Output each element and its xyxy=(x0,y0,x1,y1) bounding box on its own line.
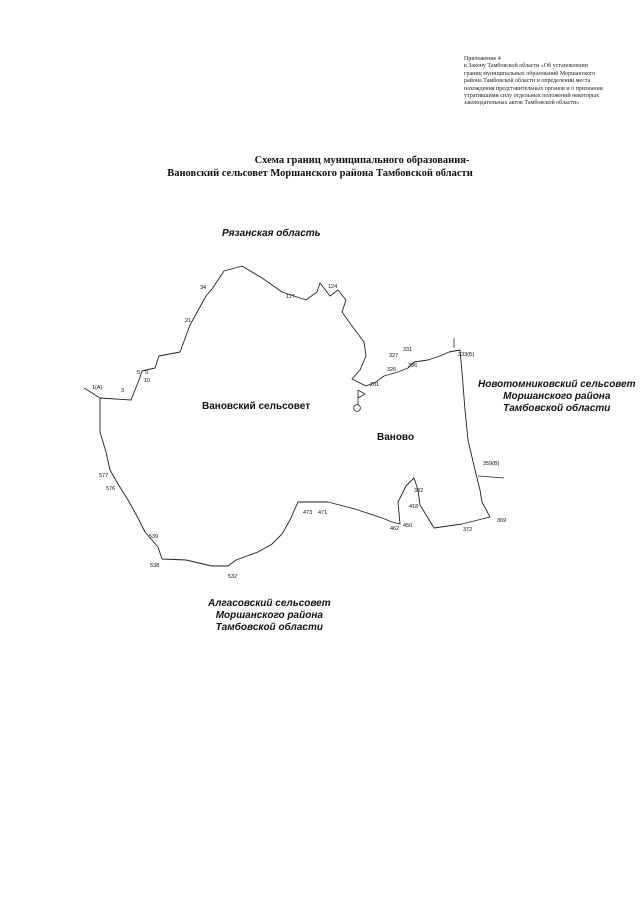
boundary-point-label: 538 xyxy=(150,563,160,569)
boundary-point-label: 539 xyxy=(149,534,159,540)
boundary-point-label: 327 xyxy=(389,353,399,359)
boundary-point-label: 382 xyxy=(414,488,424,494)
boundary-point-label: 331 xyxy=(403,347,413,353)
boundary-point-label: 10 xyxy=(144,378,151,384)
boundary-point-label: 281 xyxy=(370,382,380,388)
boundary-point-label: 473 xyxy=(303,510,313,516)
boundary-point-label: 21 xyxy=(185,318,192,324)
boundary-point-label: 577 xyxy=(99,473,109,479)
settlement-label: Ваново xyxy=(377,432,415,443)
territory-label: Вановский сельсовет xyxy=(202,401,311,412)
region-south-line: Алгасовский сельсовет xyxy=(208,598,331,609)
boundary-point-label: 124 xyxy=(328,284,338,290)
title-line-2: Вановский сельсовет Моршанского района Тамбовской области xyxy=(167,168,473,179)
boundary-point-label: 576 xyxy=(106,486,116,492)
region-north-label: Рязанская область xyxy=(222,228,321,239)
boundary-point-label: 1(А) xyxy=(92,385,103,391)
flag-icon xyxy=(358,390,365,398)
boundary-point-label: 3 xyxy=(121,388,125,394)
boundary-point-label: 333(Б) xyxy=(458,352,475,358)
boundary-point-label: 336 xyxy=(408,363,418,369)
settlement-marker xyxy=(354,390,365,411)
boundary-point-label: 326 xyxy=(387,367,397,373)
boundary-point-label: 450 xyxy=(403,523,413,529)
region-east-line: Моршанского района xyxy=(503,391,611,402)
appendix-line: района Тамбовской области и определении места xyxy=(464,78,591,85)
appendix-line: к Закону Тамбовской области «Об установлении xyxy=(464,63,588,70)
boundary-point-label: 471 xyxy=(318,510,328,516)
boundary-line xyxy=(100,266,490,566)
appendix-line: границ муниципальных образований Моршанского xyxy=(464,70,596,77)
appendix-line: нахождения представительных органов и о признании xyxy=(464,85,603,92)
boundary-point-label: 9 xyxy=(145,370,149,376)
boundary-point-label: 117 xyxy=(286,294,295,300)
appendix-line: законодательных актов Тамбовской области» xyxy=(464,100,580,107)
boundary-point-label: 418 xyxy=(409,504,419,510)
boundary-point-label: 372 xyxy=(463,527,473,533)
boundary-point-label: 369 xyxy=(497,518,507,524)
region-east-line: Тамбовской области xyxy=(503,403,611,414)
boundary-point-label: 34 xyxy=(200,285,207,291)
region-south-line: Тамбовской области xyxy=(215,622,323,633)
boundary-point-label: 359(В) xyxy=(483,461,500,467)
appendix-line: утратившими силу отдельных положений некоторых xyxy=(464,93,600,100)
boundary-point-label: 532 xyxy=(228,574,238,580)
region-south-line: Моршанского района xyxy=(215,610,323,621)
boundary-point-label: 462 xyxy=(390,526,400,532)
boundary-point-label: 5 xyxy=(137,370,141,376)
point-labels xyxy=(92,284,506,580)
settlement-circle-icon xyxy=(354,405,361,412)
appendix-line: Приложение 4 xyxy=(464,56,501,62)
boundary-stub-east xyxy=(478,476,504,478)
title-line-1: Схема границ муниципального образования- xyxy=(254,155,470,166)
region-east-line: Новотомниковский сельсовет xyxy=(478,379,636,390)
